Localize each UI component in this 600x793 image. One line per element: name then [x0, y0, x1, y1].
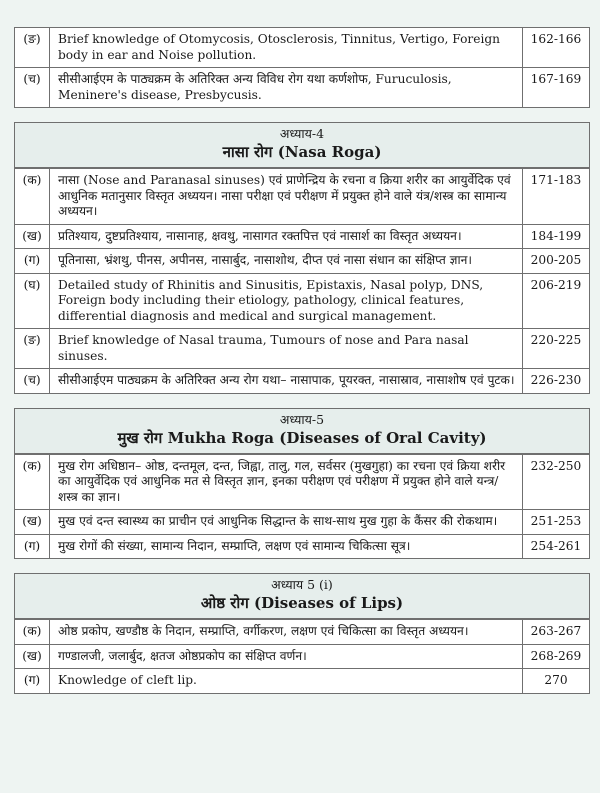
table-row	[15, 510, 590, 535]
item-marker: (ग)	[15, 249, 50, 274]
item-marker: (ग)	[15, 534, 50, 559]
item-marker: (क)	[15, 169, 50, 225]
page-range: 200-205	[523, 249, 590, 274]
item-marker: (क)	[15, 454, 50, 510]
table-row	[15, 534, 590, 559]
page-range: 254-261	[523, 534, 590, 559]
table-row	[15, 224, 590, 249]
item-text: Detailed study of Rhinitis and Sinusitis, Epistaxis, Nasal polyp, DNS, Foreign body including their etiology, pathology, clinical features, differential diagnosis and medical and surgical management.	[50, 273, 523, 329]
table-row	[15, 669, 590, 694]
item-text: सीसीआईएम के पाठ्यक्रम के अतिरिक्त अन्य विविध रोग यथा कर्णशोफ, Furuculosis, Meninere's disease, Presbycusis.	[50, 68, 523, 108]
chapter-title: नासा रोग (Nasa Roga)	[222, 143, 382, 161]
item-text: Knowledge of cleft lip.	[50, 669, 523, 694]
page-range: 162-166	[523, 28, 590, 68]
table-row	[15, 28, 590, 68]
table-row	[15, 369, 590, 394]
chapter-heading	[14, 122, 590, 168]
table-row	[15, 644, 590, 669]
table-row	[15, 249, 590, 274]
toc-table-chapter-5	[14, 454, 590, 560]
toc-page	[14, 27, 590, 694]
table-row	[15, 68, 590, 108]
item-text: मुख एवं दन्त स्वास्थ्य का प्राचीन एवं आधुनिक सिद्धान्त के साथ-साथ मुख गुहा के कैंसर की रोकथाम।	[50, 510, 523, 535]
page-range: 263-267	[523, 620, 590, 645]
item-marker: (क)	[15, 620, 50, 645]
item-text: मुख रोग अधिष्ठान– ओष्ठ, दन्तमूल, दन्त, जिह्वा, तालु, गल, सर्वसर (मुखगुहा) का रचना एवं क्रिया शरीर का आयुर्वेदिक एवं आधुनिक मत से विस्तृत ज्ञान, इनका परीक्षण एवं परीक्षण में प्रयुक्त होने वाले यन्त्र/शस्त्र का ज्ञान।	[50, 454, 523, 510]
chapter-label: अध्याय-4	[279, 126, 325, 141]
table-row	[15, 169, 590, 225]
toc-table-chapter-5i	[14, 619, 590, 694]
page-range: 206-219	[523, 273, 590, 329]
item-marker: (ख)	[15, 224, 50, 249]
item-text: प्रतिश्याय, दुष्टप्रतिश्याय, नासानाह, क्षवथु, नासागत रक्तपित्त एवं नासार्श का विस्तृत अध्ययन।	[50, 224, 523, 249]
page-range: 251-253	[523, 510, 590, 535]
toc-table-continued	[14, 27, 590, 108]
chapter-label: अध्याय 5 (i)	[271, 577, 333, 592]
page-range: 268-269	[523, 644, 590, 669]
item-text: पूतिनासा, भ्रंशथु, पीनस, अपीनस, नासार्बुद, नासाशोथ, दीप्त एवं नासा संधान का संक्षिप्त ज्ञान।	[50, 249, 523, 274]
chapter-heading	[14, 408, 590, 454]
table-row	[15, 329, 590, 369]
item-marker: (घ)	[15, 273, 50, 329]
item-text: ओष्ठ प्रकोप, खण्डौष्ठ के निदान, सम्प्राप्ति, वर्गीकरण, लक्षण एवं चिकित्सा का विस्तृत अध्ययन।	[50, 620, 523, 645]
chapter-label: अध्याय-5	[279, 411, 325, 427]
table-row	[15, 620, 590, 645]
item-text: मुख रोगों की संख्या, सामान्य निदान, सम्प्राप्ति, लक्षण एवं सामान्य चिकित्सा सूत्र।	[50, 534, 523, 559]
item-text: सीसीआईएम पाठ्यक्रम के अतिरिक्त अन्य रोग यथा– नासापाक, पूयरक्त, नासास्राव, नासाशोष एवं पुटक।	[50, 369, 523, 394]
item-text: Brief knowledge of Nasal trauma, Tumours of nose and Para nasal sinuses.	[50, 329, 523, 369]
chapter-title: ओष्ठ रोग (Diseases of Lips)	[200, 594, 404, 612]
item-marker: (ख)	[15, 510, 50, 535]
item-marker: (च)	[15, 68, 50, 108]
page-range: 232-250	[523, 454, 590, 510]
item-marker: (ङ)	[15, 329, 50, 369]
item-marker: (ङ)	[15, 28, 50, 68]
page-range: 220-225	[523, 329, 590, 369]
page-range: 270	[523, 669, 590, 694]
table-row	[15, 273, 590, 329]
item-text: Brief knowledge of Otomycosis, Otosclerosis, Tinnitus, Vertigo, Foreign body in ear and Noise pollution.	[50, 28, 523, 68]
page-range: 171-183	[523, 169, 590, 225]
chapter-title: मुख रोग Mukha Roga (Diseases of Oral Cavity)	[117, 428, 487, 447]
chapter-heading	[14, 573, 590, 619]
item-marker: (ख)	[15, 644, 50, 669]
item-text: गण्डालजी, जलार्बुद, क्षतज ओष्ठप्रकोप का संक्षिप्त वर्णन।	[50, 644, 523, 669]
page-range: 226-230	[523, 369, 590, 394]
item-marker: (च)	[15, 369, 50, 394]
item-text: नासा (Nose and Paranasal sinuses) एवं प्राणेन्द्रिय के रचना व क्रिया शरीर का आयुर्वेदिक एवं आधुनिक मतानुसार विस्तृत अध्ययन। नासा परीक्षा एवं परीक्षण में प्रयुक्त होने वाले यंत्र/शस्त्र का सामान्य अध्ययन।	[50, 169, 523, 225]
page-range: 184-199	[523, 224, 590, 249]
page-range: 167-169	[523, 68, 590, 108]
item-marker: (ग)	[15, 669, 50, 694]
toc-table-chapter-4	[14, 168, 590, 394]
table-row	[15, 454, 590, 510]
